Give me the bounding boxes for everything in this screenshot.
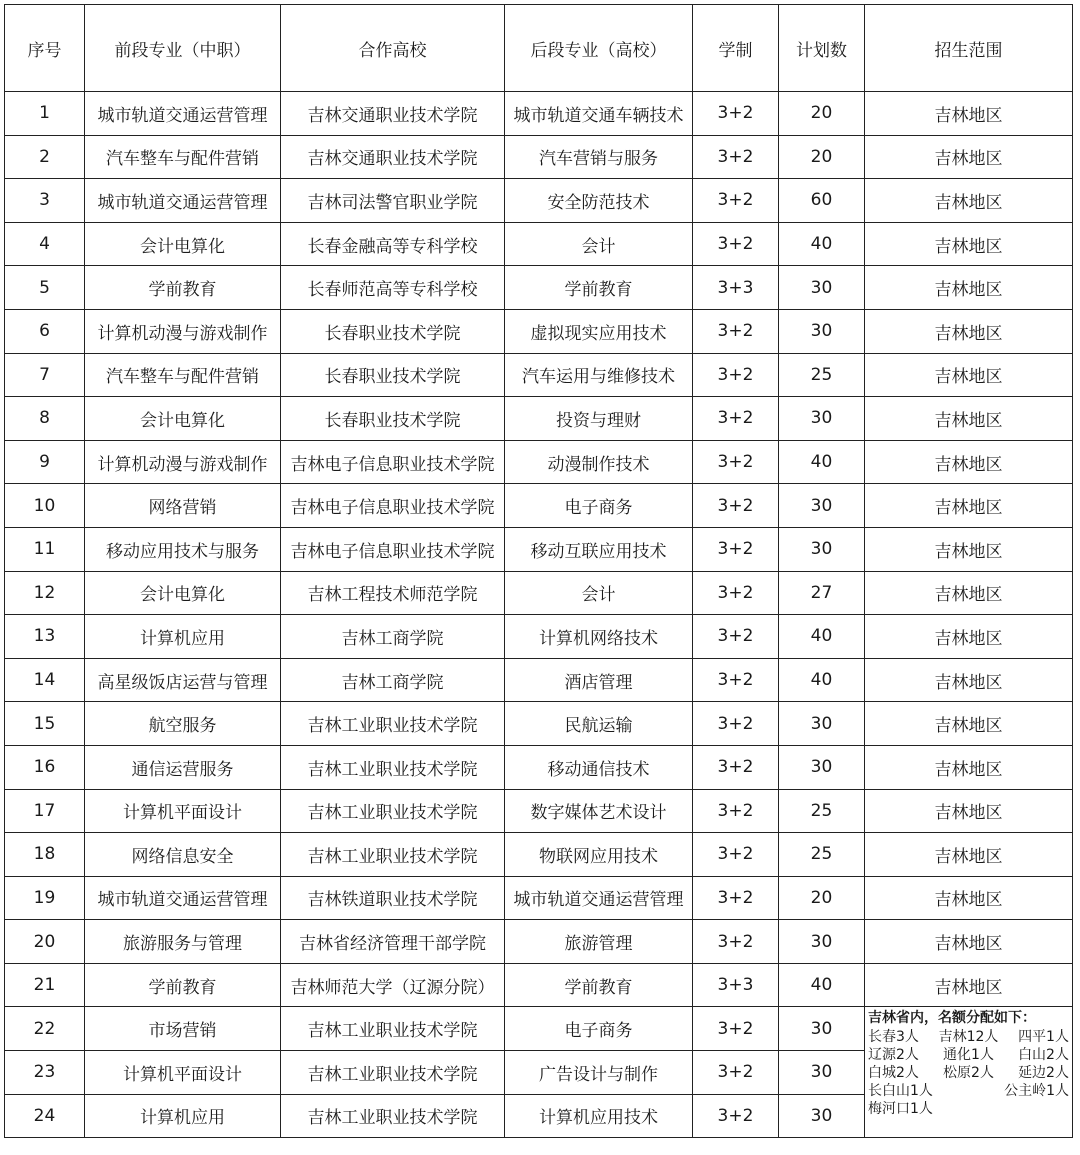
table-row [5,222,1073,266]
table-row [5,484,1073,528]
cell-program-length: 3+2 [693,222,779,266]
cell-secondary-major: 计算机平面设计 [85,789,281,833]
cell-college-major: 汽车营销与服务 [505,135,693,179]
cell-college-major: 物联网应用技术 [505,833,693,877]
cell-secondary-major: 会计电算化 [85,397,281,441]
cell-program-length: 3+2 [693,484,779,528]
cell-college-major: 会计 [505,571,693,615]
cell-enrollment-scope: 吉林地区 [865,920,1073,964]
cell-plan-count: 25 [779,789,865,833]
cell-index: 23 [5,1051,85,1095]
table-row [5,963,1073,1007]
cell-enrollment-scope: 吉林地区 [865,353,1073,397]
cell-partner-college: 吉林司法警官职业学院 [281,179,505,223]
header-secondary-major: 前段专业（中职） [85,5,281,92]
quota-item: 延边2人 [1018,1065,1069,1082]
table-row [5,397,1073,441]
table-row [5,1007,1073,1051]
cell-program-length: 3+2 [693,527,779,571]
cell-program-length: 3+2 [693,397,779,441]
cell-program-length: 3+2 [693,571,779,615]
cell-plan-count: 40 [779,658,865,702]
cell-plan-count: 20 [779,135,865,179]
cell-partner-college: 吉林铁道职业技术学院 [281,876,505,920]
table-row [5,833,1073,877]
table-row [5,179,1073,223]
cell-secondary-major: 汽车整车与配件营销 [85,135,281,179]
cell-college-major: 电子商务 [505,1007,693,1051]
cell-college-major: 学前教育 [505,266,693,310]
cell-index: 5 [5,266,85,310]
quota-item: 辽源2人 [868,1047,919,1064]
quota-item: 松原2人 [943,1065,994,1082]
cell-program-length: 3+2 [693,789,779,833]
cell-college-major: 会计 [505,222,693,266]
cell-college-major: 广告设计与制作 [505,1051,693,1095]
table-row [5,440,1073,484]
cell-index: 24 [5,1094,85,1138]
cell-plan-count: 30 [779,1007,865,1051]
cell-enrollment-scope: 吉林地区 [865,876,1073,920]
cell-enrollment-scope: 吉林地区 [865,179,1073,223]
quota-item: 吉林12人 [938,1029,999,1046]
cell-index: 20 [5,920,85,964]
cell-enrollment-scope: 吉林地区 [865,963,1073,1007]
cell-college-major: 学前教育 [505,963,693,1007]
cell-index: 10 [5,484,85,528]
cell-enrollment-scope: 吉林地区 [865,266,1073,310]
cell-index: 9 [5,440,85,484]
table-body [5,92,1073,1138]
cell-college-major: 投资与理财 [505,397,693,441]
cell-index: 15 [5,702,85,746]
cell-index: 22 [5,1007,85,1051]
cell-program-length: 3+2 [693,702,779,746]
cell-program-length: 3+3 [693,963,779,1007]
cell-partner-college: 吉林工业职业技术学院 [281,1051,505,1095]
cell-enrollment-scope: 吉林地区 [865,789,1073,833]
header-row [5,5,1073,92]
merged-scope-title: 吉林省内，名额分配如下： [868,1010,1036,1027]
cell-program-length: 3+2 [693,309,779,353]
cell-program-length: 3+2 [693,833,779,877]
cell-plan-count: 30 [779,484,865,528]
table-row [5,266,1073,310]
cell-partner-college: 吉林师范大学（辽源分院） [281,963,505,1007]
cell-enrollment-scope: 吉林地区 [865,92,1073,136]
cell-program-length: 3+2 [693,1094,779,1138]
cell-plan-count: 30 [779,527,865,571]
cell-index: 8 [5,397,85,441]
cell-plan-count: 30 [779,266,865,310]
cell-partner-college: 吉林工商学院 [281,615,505,659]
table-row [5,353,1073,397]
cell-enrollment-scope: 吉林地区 [865,658,1073,702]
header-plan-count: 计划数 [779,5,865,92]
cell-index: 19 [5,876,85,920]
cell-college-major: 酒店管理 [505,658,693,702]
cell-index: 12 [5,571,85,615]
cell-plan-count: 30 [779,1051,865,1095]
cell-college-major: 旅游管理 [505,920,693,964]
quota-item: 通化1人 [943,1047,994,1064]
cell-partner-college: 吉林交通职业技术学院 [281,135,505,179]
cell-secondary-major: 高星级饭店运营与管理 [85,658,281,702]
cell-index: 14 [5,658,85,702]
cell-enrollment-scope: 吉林地区 [865,702,1073,746]
cell-college-major: 数字媒体艺术设计 [505,789,693,833]
cell-secondary-major: 学前教育 [85,266,281,310]
table-row [5,702,1073,746]
cell-plan-count: 20 [779,92,865,136]
quota-item: 白城2人 [868,1065,919,1082]
cell-secondary-major: 计算机平面设计 [85,1051,281,1095]
cell-college-major: 虚拟现实应用技术 [505,309,693,353]
table-row [5,745,1073,789]
quota-item: 白山2人 [1018,1047,1069,1064]
cell-college-major: 汽车运用与维修技术 [505,353,693,397]
merged-scope-line [868,1082,1069,1100]
cell-partner-college: 吉林工业职业技术学院 [281,745,505,789]
cell-partner-college: 吉林工程技术师范学院 [281,571,505,615]
cell-partner-college: 吉林工商学院 [281,658,505,702]
cell-secondary-major: 会计电算化 [85,571,281,615]
header-enrollment-scope: 招生范围 [865,5,1073,92]
cell-plan-count: 30 [779,745,865,789]
cell-secondary-major: 学前教育 [85,963,281,1007]
cell-college-major: 动漫制作技术 [505,440,693,484]
cell-plan-count: 60 [779,179,865,223]
cell-college-major: 移动通信技术 [505,745,693,789]
cell-plan-count: 40 [779,222,865,266]
cell-partner-college: 吉林电子信息职业技术学院 [281,527,505,571]
quota-item: 四平1人 [1018,1029,1069,1046]
cell-index: 6 [5,309,85,353]
cell-program-length: 3+2 [693,615,779,659]
cell-program-length: 3+2 [693,658,779,702]
table-row [5,135,1073,179]
cell-partner-college: 吉林电子信息职业技术学院 [281,440,505,484]
header-index: 序号 [5,5,85,92]
cell-program-length: 3+2 [693,440,779,484]
header-college-major: 后段专业（高校） [505,5,693,92]
cell-partner-college: 吉林工业职业技术学院 [281,702,505,746]
cell-college-major: 城市轨道交通车辆技术 [505,92,693,136]
cell-secondary-major: 计算机应用 [85,615,281,659]
table-row [5,571,1073,615]
cell-secondary-major: 会计电算化 [85,222,281,266]
table-row [5,92,1073,136]
cell-plan-count: 25 [779,353,865,397]
cell-partner-college: 吉林省经济管理干部学院 [281,920,505,964]
cell-partner-college: 长春职业技术学院 [281,397,505,441]
cell-enrollment-scope: 吉林地区 [865,745,1073,789]
cell-plan-count: 30 [779,1094,865,1138]
cell-enrollment-scope: 吉林地区 [865,484,1073,528]
cell-college-major: 安全防范技术 [505,179,693,223]
cell-index: 2 [5,135,85,179]
cell-plan-count: 40 [779,963,865,1007]
cell-secondary-major: 城市轨道交通运营管理 [85,876,281,920]
cell-index: 21 [5,963,85,1007]
cell-enrollment-scope: 吉林地区 [865,571,1073,615]
cell-partner-college: 吉林交通职业技术学院 [281,92,505,136]
header-program-length: 学制 [693,5,779,92]
cell-enrollment-scope: 吉林地区 [865,833,1073,877]
table-row [5,789,1073,833]
merged-scope-line [868,1100,1069,1118]
merged-scope-line [868,1064,1069,1082]
cell-college-major: 民航运输 [505,702,693,746]
cell-enrollment-scope: 吉林地区 [865,615,1073,659]
cell-program-length: 3+2 [693,920,779,964]
quota-item: 公主岭1人 [1004,1083,1069,1100]
cell-plan-count: 40 [779,615,865,659]
cell-plan-count: 30 [779,702,865,746]
cell-index: 16 [5,745,85,789]
cell-enrollment-scope: 吉林地区 [865,527,1073,571]
cell-index: 7 [5,353,85,397]
cell-plan-count: 30 [779,920,865,964]
cell-secondary-major: 城市轨道交通运营管理 [85,92,281,136]
cell-plan-count: 30 [779,309,865,353]
cell-program-length: 3+2 [693,1007,779,1051]
table-row [5,615,1073,659]
cell-secondary-major: 旅游服务与管理 [85,920,281,964]
cell-plan-count: 25 [779,833,865,877]
cell-index: 13 [5,615,85,659]
cell-program-length: 3+3 [693,266,779,310]
cell-index: 11 [5,527,85,571]
cell-partner-college: 吉林工业职业技术学院 [281,833,505,877]
cell-enrollment-scope: 吉林地区 [865,440,1073,484]
merged-scope-line [868,1046,1069,1064]
cell-college-major: 计算机网络技术 [505,615,693,659]
cell-college-major: 城市轨道交通运营管理 [505,876,693,920]
cell-secondary-major: 通信运营服务 [85,745,281,789]
merged-scope-cell [865,1007,1073,1138]
cell-secondary-major: 网络营销 [85,484,281,528]
cell-partner-college: 长春职业技术学院 [281,353,505,397]
cell-partner-college: 吉林工业职业技术学院 [281,789,505,833]
cell-college-major: 电子商务 [505,484,693,528]
table-row [5,876,1073,920]
cell-partner-college: 吉林工业职业技术学院 [281,1007,505,1051]
table-row [5,920,1073,964]
cell-partner-college: 长春金融高等专科学校 [281,222,505,266]
cell-college-major: 移动互联应用技术 [505,527,693,571]
cell-secondary-major: 市场营销 [85,1007,281,1051]
cell-secondary-major: 城市轨道交通运营管理 [85,179,281,223]
quota-item: 长春3人 [868,1029,919,1046]
cell-enrollment-scope: 吉林地区 [865,397,1073,441]
cell-partner-college: 长春职业技术学院 [281,309,505,353]
cell-enrollment-scope: 吉林地区 [865,222,1073,266]
cell-secondary-major: 计算机应用 [85,1094,281,1138]
cell-program-length: 3+2 [693,1051,779,1095]
quota-item: 长白山1人 [868,1083,933,1100]
cell-index: 3 [5,179,85,223]
cell-secondary-major: 移动应用技术与服务 [85,527,281,571]
table-row [5,527,1073,571]
cell-index: 4 [5,222,85,266]
cell-secondary-major: 网络信息安全 [85,833,281,877]
cell-secondary-major: 航空服务 [85,702,281,746]
quota-item: 梅河口1人 [868,1101,933,1118]
enrollment-table [4,4,1073,1138]
cell-program-length: 3+2 [693,745,779,789]
cell-program-length: 3+2 [693,135,779,179]
cell-partner-college: 长春师范高等专科学校 [281,266,505,310]
cell-index: 1 [5,92,85,136]
cell-secondary-major: 计算机动漫与游戏制作 [85,309,281,353]
cell-secondary-major: 汽车整车与配件营销 [85,353,281,397]
cell-program-length: 3+2 [693,353,779,397]
cell-enrollment-scope: 吉林地区 [865,309,1073,353]
cell-plan-count: 40 [779,440,865,484]
cell-index: 17 [5,789,85,833]
cell-enrollment-scope: 吉林地区 [865,135,1073,179]
cell-partner-college: 吉林工业职业技术学院 [281,1094,505,1138]
table-row [5,658,1073,702]
header-partner-college: 合作高校 [281,5,505,92]
cell-program-length: 3+2 [693,876,779,920]
cell-partner-college: 吉林电子信息职业技术学院 [281,484,505,528]
cell-plan-count: 27 [779,571,865,615]
cell-secondary-major: 计算机动漫与游戏制作 [85,440,281,484]
cell-index: 18 [5,833,85,877]
cell-college-major: 计算机应用技术 [505,1094,693,1138]
cell-plan-count: 30 [779,397,865,441]
cell-plan-count: 20 [779,876,865,920]
merged-scope-line [868,1028,1069,1046]
cell-program-length: 3+2 [693,92,779,136]
table-row [5,309,1073,353]
cell-program-length: 3+2 [693,179,779,223]
